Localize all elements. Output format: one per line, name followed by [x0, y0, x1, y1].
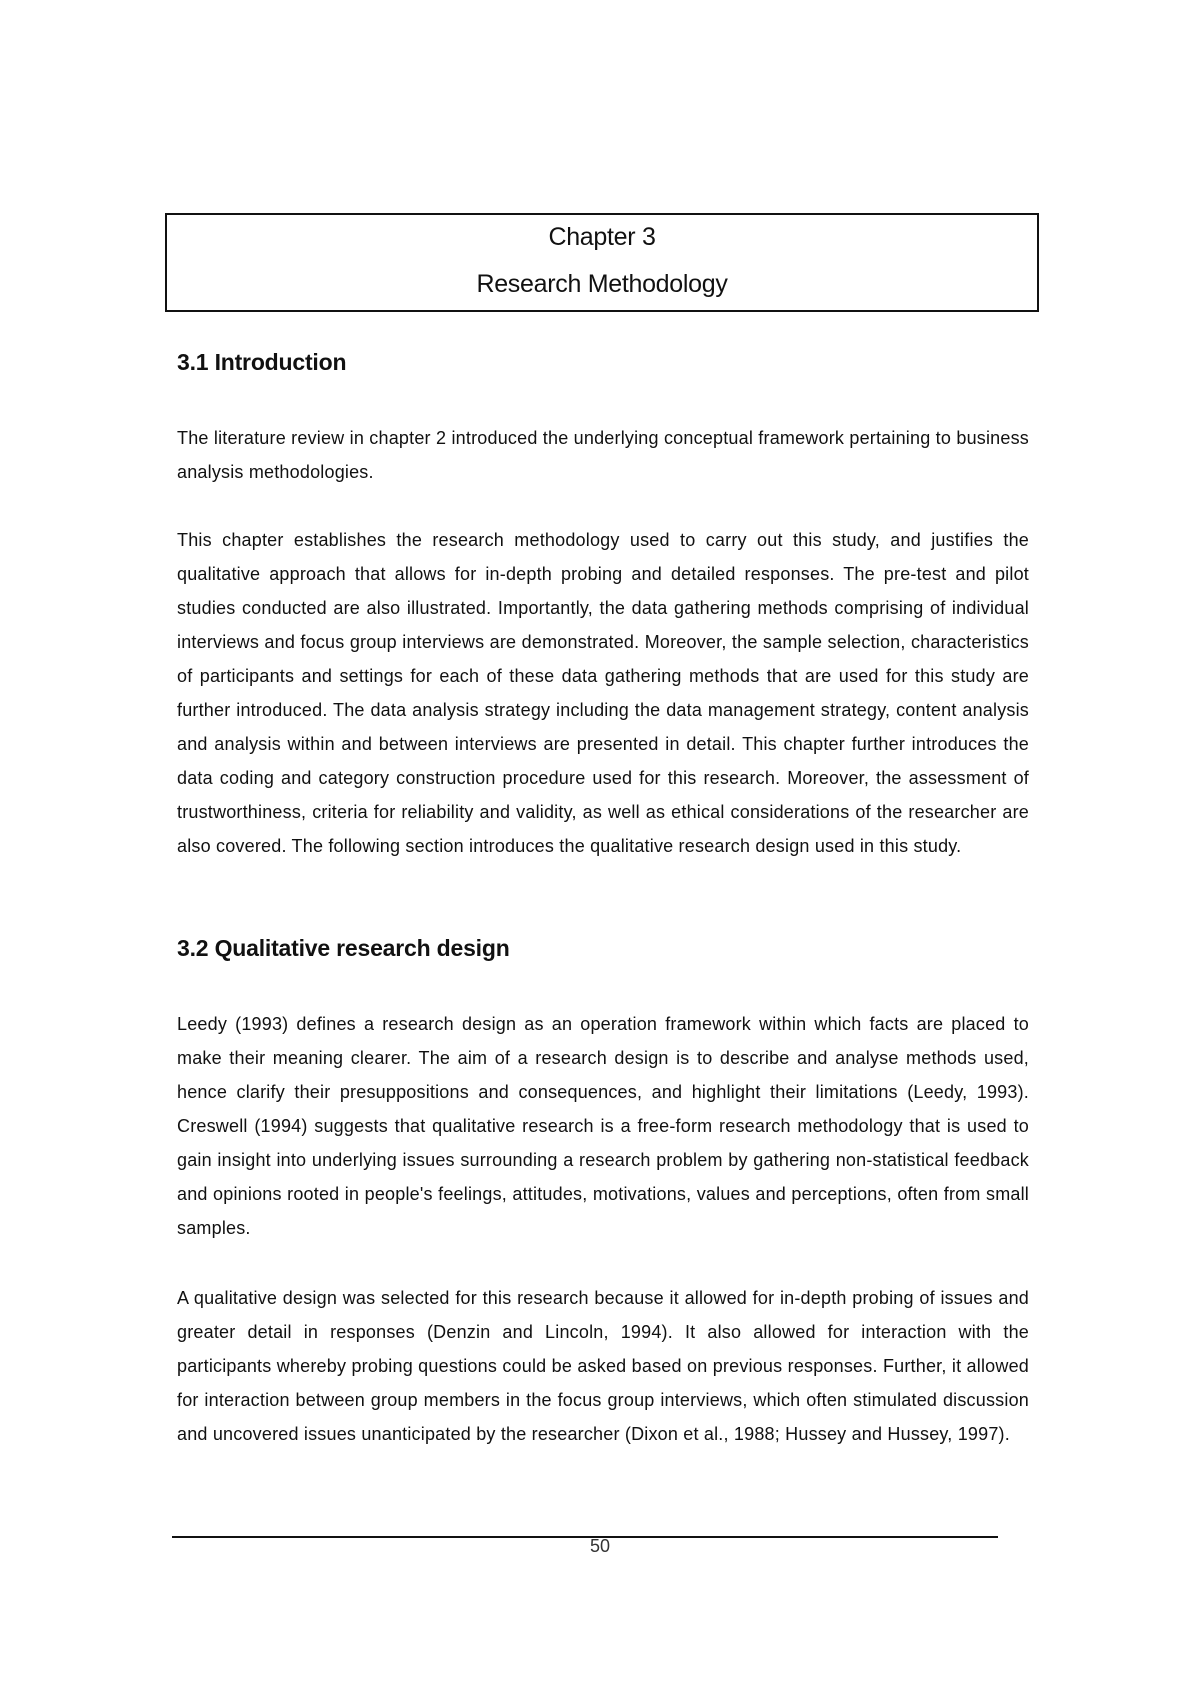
- chapter-number: Chapter 3: [548, 223, 656, 251]
- paragraph: Leedy (1993) defines a research design as an operation framework within which facts are placed to make their meaning clearer. The aim of a research design is to describe and analyse methods used, hence clarify their presuppositions and consequences, and highlight their limitations (Leedy, 1993). Creswell (1994) suggests that qualitative research is a free-form research methodology that is used to gain insight into underlying issues surrounding a research problem by gathering non-statistical feedback and opinions rooted in people's feelings, attitudes, motivations, values and perceptions, often from small samples.: [177, 1014, 1029, 1238]
- page-number: 50: [589, 1536, 611, 1556]
- chapter-title: Research Methodology: [476, 270, 728, 298]
- section-heading-qualitative-design: 3.2 Qualitative research design: [177, 935, 510, 961]
- section-heading-introduction: 3.1 Introduction: [177, 349, 347, 375]
- paragraph: The literature review in chapter 2 introduced the underlying conceptual framework pertaining to business analysis methodologies.: [177, 428, 1029, 482]
- paragraph: A qualitative design was selected for this research because it allowed for in-depth probing of issues and greater detail in responses (Denzin and Lincoln, 1994). It also allowed for interaction with the participants whereby probing questions could be asked based on previous responses. Further, it allowed for interaction between group members in the focus group interviews, which often stimulated discussion and uncovered issues unanticipated by the researcher (Dixon et al., 1988; Hussey and Hussey, 1997).: [177, 1288, 1029, 1444]
- paragraph: This chapter establishes the research methodology used to carry out this study, and justifies the qualitative approach that allows for in-depth probing and detailed responses. The pre-test and pilot studies conducted are also illustrated. Importantly, the data gathering methods comprising of individual interviews and focus group interviews are demonstrated. Moreover, the sample selection, characteristics of participants and settings for each of these data gathering methods that are used for this study are further introduced. The data analysis strategy including the data management strategy, content analysis and analysis within and between interviews are presented in detail. This chapter further introduces the data coding and category construction procedure used for this research. Moreover, the assessment of trustworthiness, criteria for reliability and validity, as well as ethical considerations of the researcher are also covered. The following section introduces the qualitative research design used in this study.: [177, 530, 1029, 856]
- chapter-title-box: [165, 213, 1039, 312]
